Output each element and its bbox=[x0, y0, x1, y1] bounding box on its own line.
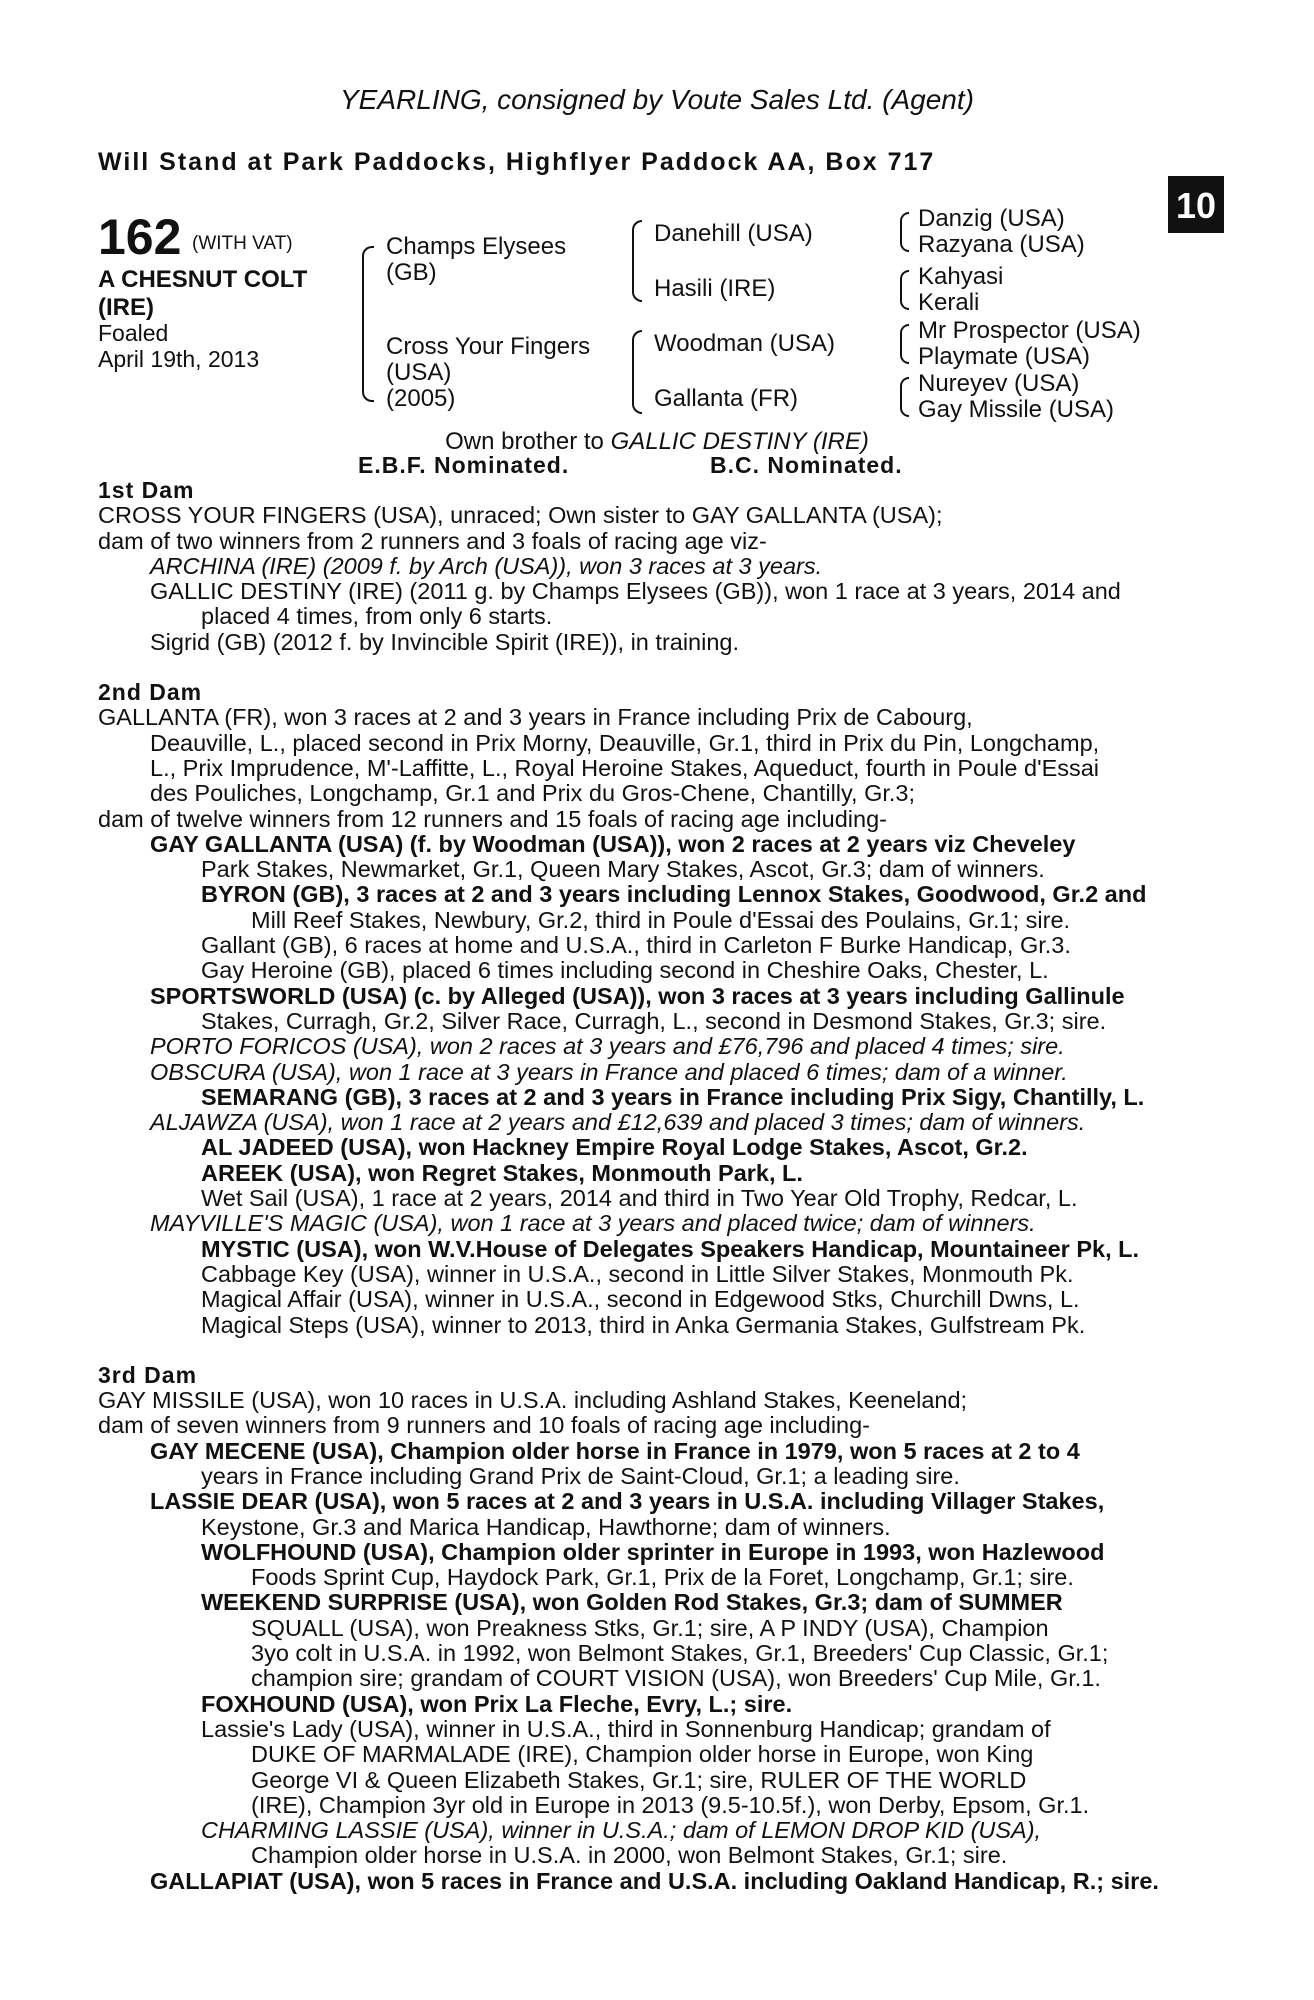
body-line: Gay Heroine (GB), placed 6 times including second in Cheshire Oaks, Chester, L. bbox=[201, 957, 1049, 984]
page-header-title: YEARLING, consigned by Voute Sales Ltd. (Agent) bbox=[340, 84, 974, 115]
badge-number: 10 bbox=[1175, 185, 1217, 226]
body-line: MAYVILLE'S MAGIC (USA), won 1 race at 3 years and placed twice; dam of winners. bbox=[150, 1210, 1036, 1237]
body-line: AL JADEED (USA), won Hackney Empire Royal Lodge Stakes, Ascot, Gr.2. bbox=[201, 1134, 1028, 1161]
body-line: SQUALL (USA), won Preakness Stks, Gr.1; sire, A P INDY (USA), Champion bbox=[251, 1614, 1049, 1641]
foaled-date: April 19th, 2013 bbox=[98, 346, 260, 372]
second-dam-heading: 2nd Dam bbox=[98, 679, 203, 706]
body-line: GAY GALLANTA (USA) (f. by Woodman (USA)), won 2 races at 2 years viz Cheveley bbox=[150, 830, 1076, 857]
g3-5: Mr Prospector (USA) bbox=[918, 317, 1141, 344]
body-line: WOLFHOUND (USA), Champion older sprinter in Europe in 1993, won Hazlewood bbox=[201, 1538, 1105, 1565]
badge-mark: + bbox=[1174, 161, 1185, 181]
body-line: SPORTSWORLD (USA) (c. by Alleged (USA)), won 3 races at 3 years including Gallinule bbox=[150, 982, 1125, 1009]
lot-number: 162 bbox=[98, 209, 182, 265]
body-line: DUKE OF MARMALADE (IRE), Champion older horse in Europe, won King bbox=[251, 1741, 1034, 1768]
pedigree-bracket bbox=[362, 246, 374, 402]
sire-sire: Danehill (USA) bbox=[654, 220, 813, 247]
body-line: Sigrid (GB) (2012 f. by Invincible Spirit (IRE)), in training. bbox=[150, 628, 740, 655]
pedigree-bracket bbox=[900, 324, 909, 364]
lot-description-1: A CHESNUT COLT bbox=[98, 266, 308, 293]
body-line: Magical Affair (USA), winner in U.S.A., second in Edgewood Stks, Churchill Dwns, L. bbox=[201, 1286, 1080, 1313]
pedigree-bracket bbox=[632, 330, 642, 414]
lot-description-2: (IRE) bbox=[98, 294, 154, 321]
body-line: CROSS YOUR FINGERS (USA), unraced; Own sister to GAY GALLANTA (USA); bbox=[98, 502, 943, 529]
body-line: CHARMING LASSIE (USA), winner in U.S.A.; dam of LEMON DROP KID (USA), bbox=[201, 1817, 1042, 1844]
body-line: Wet Sail (USA), 1 race at 2 years, 2014 and third in Two Year Old Trophy, Redcar, L. bbox=[201, 1185, 1078, 1212]
dam-dam: Gallanta (FR) bbox=[654, 385, 799, 412]
body-line: GALLANTA (FR), won 3 races at 2 and 3 years in France including Prix de Cabourg, bbox=[98, 704, 973, 731]
body-line: ARCHINA (IRE) (2009 f. by Arch (USA)), won 3 races at 3 years. bbox=[150, 552, 823, 579]
body-line: Park Stakes, Newmarket, Gr.1, Queen Mary Stakes, Ascot, Gr.3; dam of winners. bbox=[201, 856, 1045, 883]
lot-badge bbox=[1168, 161, 1224, 233]
pedigree-bracket bbox=[632, 220, 642, 302]
body-line: Deauville, L., placed second in Prix Morny, Deauville, Gr.1, third in Prix du Pin, Longchamp, bbox=[150, 729, 1100, 756]
g3-8: Gay Missile (USA) bbox=[918, 396, 1115, 423]
g3-7: Nureyev (USA) bbox=[918, 370, 1080, 397]
body-line: des Pouliches, Longchamp, Gr.1 and Prix du Gros-Chene, Chantilly, Gr.3; bbox=[150, 780, 916, 807]
body-line: GAY MECENE (USA), Champion older horse in France in 1979, won 5 races at 2 to 4 bbox=[150, 1437, 1080, 1464]
body-line: Keystone, Gr.3 and Marica Handicap, Hawthorne; dam of winners. bbox=[201, 1513, 891, 1540]
body-line: dam of twelve winners from 12 runners and 15 foals of racing age including- bbox=[98, 805, 887, 832]
pedigree-bracket bbox=[900, 212, 909, 252]
body-line: L., Prix Imprudence, M'-Laffitte, L., Royal Heroine Stakes, Aqueduct, fourth in Poule d'Essai bbox=[150, 754, 1100, 781]
body-line: GAY MISSILE (USA), won 10 races in U.S.A. including Ashland Stakes, Keeneland; bbox=[98, 1387, 968, 1414]
ebf-nomination: E.B.F. Nominated. bbox=[358, 452, 570, 478]
body-line: Champion older horse in U.S.A. in 2000, won Belmont Stakes, Gr.1; sire. bbox=[251, 1842, 1008, 1869]
pedigree-bracket bbox=[900, 270, 909, 310]
foaled-label: Foaled bbox=[98, 320, 169, 346]
body-line: GALLAPIAT (USA), won 5 races in France and U.S.A. including Oakland Handicap, R.; sire. bbox=[150, 1867, 1159, 1894]
third-dam-heading: 3rd Dam bbox=[98, 1361, 198, 1388]
body-line: WEEKEND SURPRISE (USA), won Golden Rod Stakes, Gr.3; dam of SUMMER bbox=[201, 1589, 1063, 1616]
bc-nomination: B.C. Nominated. bbox=[710, 452, 903, 478]
body-line: Mill Reef Stakes, Newbury, Gr.2, third in Poule d'Essai des Poulains, Gr.1; sire. bbox=[251, 906, 1071, 933]
g3-4: Kerali bbox=[918, 289, 980, 316]
caption-horse: GALLIC DESTINY (IRE) bbox=[610, 428, 869, 455]
g3-2: Razyana (USA) bbox=[918, 231, 1085, 258]
body-line: Stakes, Curragh, Gr.2, Silver Race, Curragh, L., second in Desmond Stakes, Gr.3; sire. bbox=[201, 1007, 1107, 1034]
body-line: Magical Steps (USA), winner to 2013, third in Anka Germania Stakes, Gulfstream Pk. bbox=[201, 1311, 1086, 1338]
catalogue-body bbox=[98, 478, 1206, 1894]
sire-name: Champs Elysees bbox=[386, 233, 567, 260]
g3-3: Kahyasi bbox=[918, 263, 1004, 290]
dam-year: (2005) bbox=[386, 385, 456, 412]
sire-dam: Hasili (IRE) bbox=[654, 275, 776, 302]
stand-location: Will Stand at Park Paddocks, Highflyer Paddock AA, Box 717 bbox=[98, 148, 936, 176]
first-dam-heading: 1st Dam bbox=[98, 477, 195, 503]
body-line: MYSTIC (USA), won W.V.House of Delegates Speakers Handicap, Mountaineer Pk, L. bbox=[201, 1235, 1140, 1262]
caption-prefix: Own brother to bbox=[445, 428, 611, 455]
body-line: FOXHOUND (USA), won Prix La Fleche, Evry, L.; sire. bbox=[201, 1690, 793, 1717]
brother-caption bbox=[0, 428, 1314, 456]
body-line: LASSIE DEAR (USA), won 5 races at 2 and 3 years in U.S.A. including Villager Stakes, bbox=[150, 1488, 1105, 1515]
body-line: GALLIC DESTINY (IRE) (2011 g. by Champs Elysees (GB)), won 1 race at 3 years, 2014 and bbox=[150, 578, 1121, 605]
body-line: dam of seven winners from 9 runners and 10 foals of racing age including- bbox=[98, 1412, 871, 1439]
body-line: placed 4 times, from only 6 starts. bbox=[201, 603, 553, 630]
dam-country: (USA) bbox=[386, 359, 452, 386]
body-line: Lassie's Lady (USA), winner in U.S.A., third in Sonnenburg Handicap; grandam of bbox=[201, 1715, 1051, 1742]
dam-sire: Woodman (USA) bbox=[654, 330, 835, 357]
body-line: (IRE), Champion 3yr old in Europe in 2013 (9.5-10.5f.), won Derby, Epsom, Gr.1. bbox=[251, 1791, 1090, 1818]
body-line: Foods Sprint Cup, Haydock Park, Gr.1, Prix de la Foret, Longchamp, Gr.1; sire. bbox=[251, 1564, 1074, 1591]
body-line: 3yo colt in U.S.A. in 1992, won Belmont Stakes, Gr.1, Breeders' Cup Classic, Gr.1; bbox=[251, 1640, 1109, 1667]
body-line: SEMARANG (GB), 3 races at 2 and 3 years in France including Prix Sigy, Chantilly, L. bbox=[201, 1083, 1145, 1110]
body-line: BYRON (GB), 3 races at 2 and 3 years including Lennox Stakes, Goodwood, Gr.2 and bbox=[201, 881, 1147, 908]
pedigree-bracket bbox=[900, 377, 909, 417]
body-line: Gallant (GB), 6 races at home and U.S.A., third in Carleton F Burke Handicap, Gr.3. bbox=[201, 932, 1071, 959]
body-line: George VI & Queen Elizabeth Stakes, Gr.1; sire, RULER OF THE WORLD bbox=[251, 1766, 1027, 1793]
body-line: ALJAWZA (USA), won 1 race at 2 years and £12,639 and placed 3 times; dam of winners. bbox=[150, 1109, 1086, 1136]
body-line: OBSCURA (USA), won 1 race at 3 years in France and placed 6 times; dam of a winner. bbox=[150, 1058, 1068, 1085]
sire-country: (GB) bbox=[386, 259, 437, 286]
g3-1: Danzig (USA) bbox=[918, 205, 1065, 232]
body-line: Cabbage Key (USA), winner in U.S.A., second in Little Silver Stakes, Monmouth Pk. bbox=[201, 1260, 1074, 1287]
body-line: AREEK (USA), won Regret Stakes, Monmouth Park, L. bbox=[201, 1159, 803, 1186]
vat-note: (WITH VAT) bbox=[192, 233, 293, 254]
dam-name: Cross Your Fingers bbox=[386, 333, 591, 360]
body-line: champion sire; grandam of COURT VISION (USA), won Breeders' Cup Mile, Gr.1. bbox=[251, 1665, 1101, 1692]
body-line: PORTO FORICOS (USA), won 2 races at 3 years and £76,796 and placed 4 times; sire. bbox=[150, 1033, 1065, 1060]
g3-6: Playmate (USA) bbox=[918, 343, 1091, 370]
body-line: years in France including Grand Prix de Saint-Cloud, Gr.1; a leading sire. bbox=[201, 1462, 960, 1489]
body-line: dam of two winners from 2 runners and 3 foals of racing age viz- bbox=[98, 527, 767, 554]
